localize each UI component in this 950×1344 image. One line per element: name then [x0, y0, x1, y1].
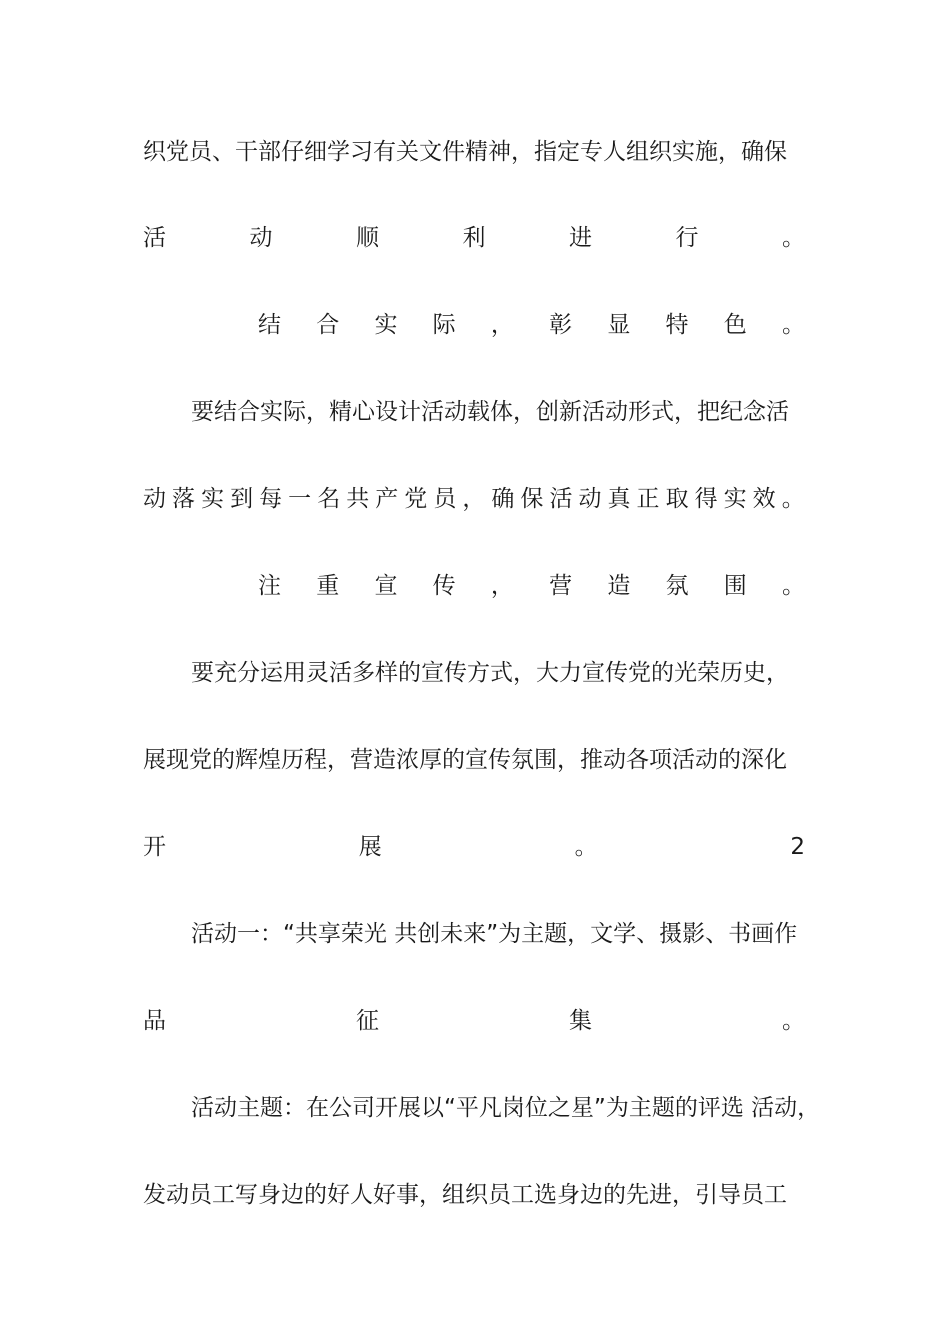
char: 落	[172, 486, 196, 512]
char: 产	[375, 486, 399, 512]
char: 际	[432, 312, 456, 338]
char: 员	[433, 486, 457, 512]
char: ，	[490, 573, 514, 599]
char: 真	[607, 486, 631, 512]
char: 彰	[549, 312, 573, 338]
char: 顺	[356, 225, 379, 251]
char: 实	[201, 486, 225, 512]
char: 名	[317, 486, 341, 512]
justified-line	[143, 1001, 805, 1041]
char: 重	[316, 573, 340, 599]
char: 征	[356, 1008, 379, 1034]
char: 共	[346, 486, 370, 512]
char: 。	[782, 225, 805, 251]
char: 一	[288, 486, 312, 512]
char: 结	[258, 312, 281, 338]
char: ，	[490, 312, 514, 338]
char: 得	[694, 486, 718, 512]
char: 。	[781, 486, 805, 512]
char: 。	[781, 573, 805, 599]
justified-line	[143, 218, 805, 258]
char: 取	[665, 486, 689, 512]
char: 党	[404, 486, 428, 512]
char: 。	[574, 834, 598, 860]
char: 显	[607, 312, 631, 338]
section-heading	[258, 305, 805, 345]
paragraph-first-line: 活动一：“共享荣光 共创未来”为主题，文学、摄影、书画作	[191, 921, 798, 947]
paragraph-first-line: 活动主题：在公司开展以“平凡岗位之星”为主题的评选 活动，	[191, 1095, 821, 1121]
body-text-line: 发动员工写身边的好人好事，组织员工选身边的先进，引导员工	[143, 1182, 787, 1208]
char: 动	[249, 225, 273, 251]
justified-line-with-page-number	[143, 827, 805, 867]
char: 实	[374, 312, 398, 338]
char: 展	[358, 834, 382, 860]
char: 注	[258, 573, 281, 599]
char: 动	[143, 486, 166, 512]
char: 每	[259, 486, 283, 512]
page-number: 2	[790, 834, 805, 860]
paragraph-first-line: 要结合实际，精心设计活动载体，创新活动形式，把纪念活	[191, 399, 789, 425]
char: 行	[675, 225, 699, 251]
char: 活	[549, 486, 573, 512]
char: 实	[723, 486, 747, 512]
char: 合	[316, 312, 340, 338]
char: 。	[781, 312, 805, 338]
char: 特	[665, 312, 689, 338]
char: 确	[491, 486, 515, 512]
char: 动	[578, 486, 602, 512]
char: 保	[520, 486, 544, 512]
char: 活	[143, 225, 166, 251]
char: ，	[462, 486, 486, 512]
char: 围	[723, 573, 747, 599]
char: 宣	[374, 573, 398, 599]
section-heading	[258, 566, 805, 606]
char: 到	[230, 486, 254, 512]
char: 色	[723, 312, 747, 338]
char: 品	[143, 1008, 166, 1034]
char: 氛	[665, 573, 689, 599]
body-text-line: 织党员、干部仔细学习有关文件精神，指定专人组织实施，确保	[143, 139, 787, 165]
char: 进	[569, 225, 592, 251]
char: 集	[569, 1008, 592, 1034]
char: 。	[782, 1008, 805, 1034]
body-text-line: 展现党的辉煌历程，营造浓厚的宣传氛围，推动各项活动的深化	[143, 747, 787, 773]
char: 利	[462, 225, 486, 251]
char: 营	[549, 573, 573, 599]
char: 传	[432, 573, 456, 599]
justified-line	[143, 479, 805, 519]
char: 造	[607, 573, 631, 599]
char: 效	[752, 486, 776, 512]
char: 开	[143, 834, 166, 860]
char: 正	[636, 486, 660, 512]
paragraph-first-line: 要充分运用灵活多样的宣传方式，大力宣传党的光荣历史，	[191, 660, 789, 686]
